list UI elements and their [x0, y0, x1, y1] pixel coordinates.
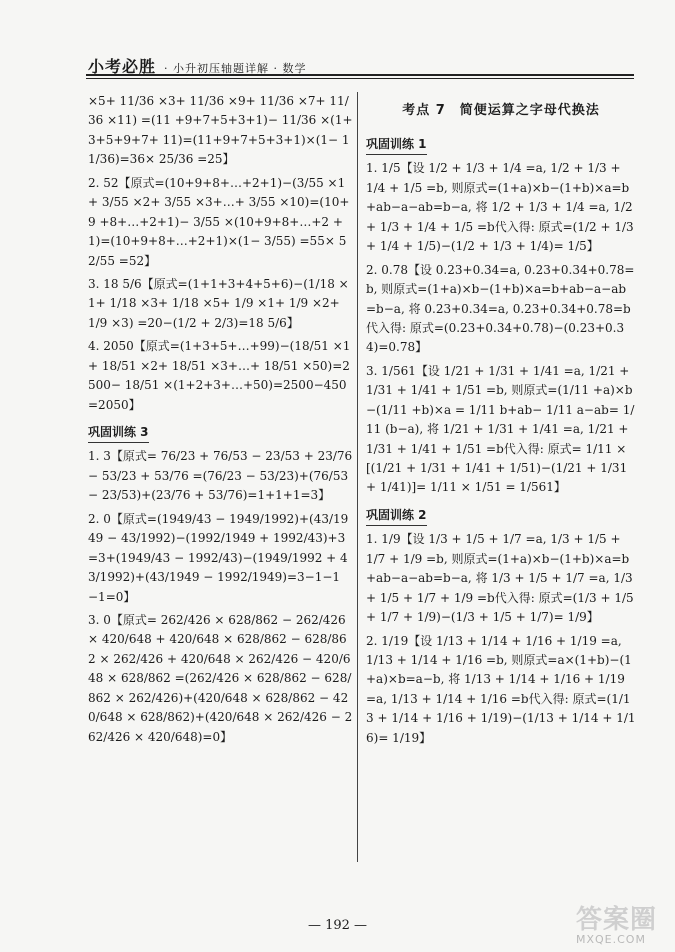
answer-item: 4. 2050【原式=(1+3+5+…+99)−(18/51 ×1 + 18/51 ×2+ 18/51 ×3+…+ 18/51 ×50)=2500− 18/51 ×(1+2+3+…+50)=2500−450=2050】 — [88, 339, 351, 412]
answer-item: 2. 1/19【设 1/13 + 1/14 + 1/16 + 1/19 =a, 1/13 + 1/14 + 1/16 =b, 则原式=a×(1+b)−(1+a)×b=a−b, 将 1/13 + 1/14 + 1/16 + 1/19 =a, 1/13 + 1/14 + 1/16 =b代入得: 原式=(1/13 + 1/14 + 1/16 + 1/19)−(1/13 + 1/14 + 1/16)= 1/19】 — [366, 633, 636, 745]
answer-item: 1. 1/9【设 1/3 + 1/5 + 1/7 =a, 1/3 + 1/5 + 1/7 + 1/9 =b, 则原式=(1+a)×b−(1+b)×a=b+ab−a−ab=b−a, 将 1/3 + 1/5 + 1/7 =a, 1/3 + 1/5 + 1/7 + 1/9 =b代入得: 原式=(1/3 + 1/5 + 1/7 + 1/9)−(1/3 + 1/5 + 1/7)= 1/9】 — [366, 532, 634, 625]
answer-item: 2. 0.78【设 0.23+0.34=a, 0.23+0.34+0.78=b, 则原式=(1+a)×b−(1+b)×a=b+ab−a−ab=b−a, 将 0.23+0.34=a, 0.23+0.34+0.78=b代入得: 原式=(0.23+0.34+0.78)−(0.23+0.34)=0.78】 — [366, 262, 635, 355]
page-number: — 192 — — [307, 918, 368, 933]
header-rule-thin — [86, 78, 634, 79]
section-heading: 巩固训练 3 — [88, 423, 149, 443]
watermark-logo: 答案圈 — [575, 905, 657, 935]
answer-item: ×5+ 11/36 ×3+ 11/36 ×9+ 11/36 ×7+ 11/36 ×11) =(11 +9+7+5+3+1)− 11/36 ×(1+3+5+9+7+ 11)=(11+9+7+5+3+1)×(1− 11/36)=36× 25/36 =25】 — [88, 94, 353, 167]
watermark-url: MXQE.COM — [575, 933, 646, 946]
answer-item: 3. 1/561【设 1/21 + 1/31 + 1/41 =a, 1/21 + 1/31 + 1/41 + 1/51 =b, 则原式=(1/11 +a)×b−(1/11 +b)×a = 1/11 b+ab− 1/11 a−ab= 1/11 (b−a), 将 1/21 + 1/31 + 1/41 =a, 1/21 + 1/31 + 1/41 + 1/51 =b代入得: 原式= 1/11 ×[(1/21 + 1/31 + 1/41 + 1/51)−(1/21 + 1/31 + 1/41)]= 1/11 × 1/51 = 1/561】 — [366, 363, 635, 495]
section-heading: 巩固训练 1 — [366, 135, 427, 155]
answer-item: 1. 1/5【设 1/2 + 1/3 + 1/4 =a, 1/2 + 1/3 + 1/4 + 1/5 =b, 则原式=(1+a)×b−(1+b)×a=b+ab−a−ab=b−a, 将 1/2 + 1/3 + 1/4 =a, 1/2 + 1/3 + 1/4 + 1/5 =b代入得: 原式=(1/2 + 1/3 + 1/4 + 1/5)−(1/2 + 1/3 + 1/4)= 1/5】 — [366, 161, 634, 254]
header-rule — [86, 74, 634, 76]
answer-item: 2. 0【原式=(1949/43 − 1949/1992)+(43/1949 − 43/1992)−(1992/1949 + 1992/43)+3=3+(1949/43 − 1992/43)−(1949/1992 + 43/1992)+(43/1949 − 1992/1949)=3−1−1−1=0】 — [88, 511, 349, 604]
topic-title: 考点 7 简便运算之字母代换法 — [402, 103, 600, 118]
column-divider — [357, 92, 358, 862]
answer-item: 1. 3【原式= 76/23 + 76/53 − 23/53 + 23/76 − 53/23 + 53/76 =(76/23 − 53/23)+(76/53 − 23/53)+(23/76 + 53/76)=1+1+1=3】 — [88, 449, 353, 503]
book-brand: 小考必胜 — [88, 57, 157, 76]
section-heading: 巩固训练 2 — [366, 506, 427, 526]
right-column — [366, 92, 636, 752]
answer-item: 3. 18 5/6【原式=(1+1+3+4+5+6)−(1/18 × 1+ 1/18 ×3+ 1/18 ×5+ 1/9 ×1+ 1/9 ×2+ 1/9 ×3) =20−(1/2 + 2/3)=18 5/6】 — [88, 276, 349, 330]
book-subtitle: · 小升初压轴题详解 · 数学 — [164, 62, 307, 75]
answer-item: 3. 0【原式= 262/426 × 628/862 − 262/426 × 420/648 + 420/648 × 628/862 − 628/862 × 262/426 + 420/648 × 262/426 − 420/648 × 628/862 =(262/426 × 628/862 − 628/862 × 262/426)+(420/648 × 628/862 − 420/648 × 628/862)+(420/648 × 262/426 − 262/426 × 420/648)=0】 — [88, 612, 353, 744]
watermark — [576, 907, 657, 946]
answer-item: 2. 52【原式=(10+9+8+…+2+1)−(3/55 ×1 + 3/55 ×2+ 3/55 ×3+…+ 3/55 ×10)=(10+9 +8+…+2+1)− 3/55 ×(10+9+8+…+2 +1)=(10+9+8+…+2+1)×(1− 3/55) =55× 52/55 =52】 — [88, 175, 350, 268]
left-column — [88, 92, 354, 751]
